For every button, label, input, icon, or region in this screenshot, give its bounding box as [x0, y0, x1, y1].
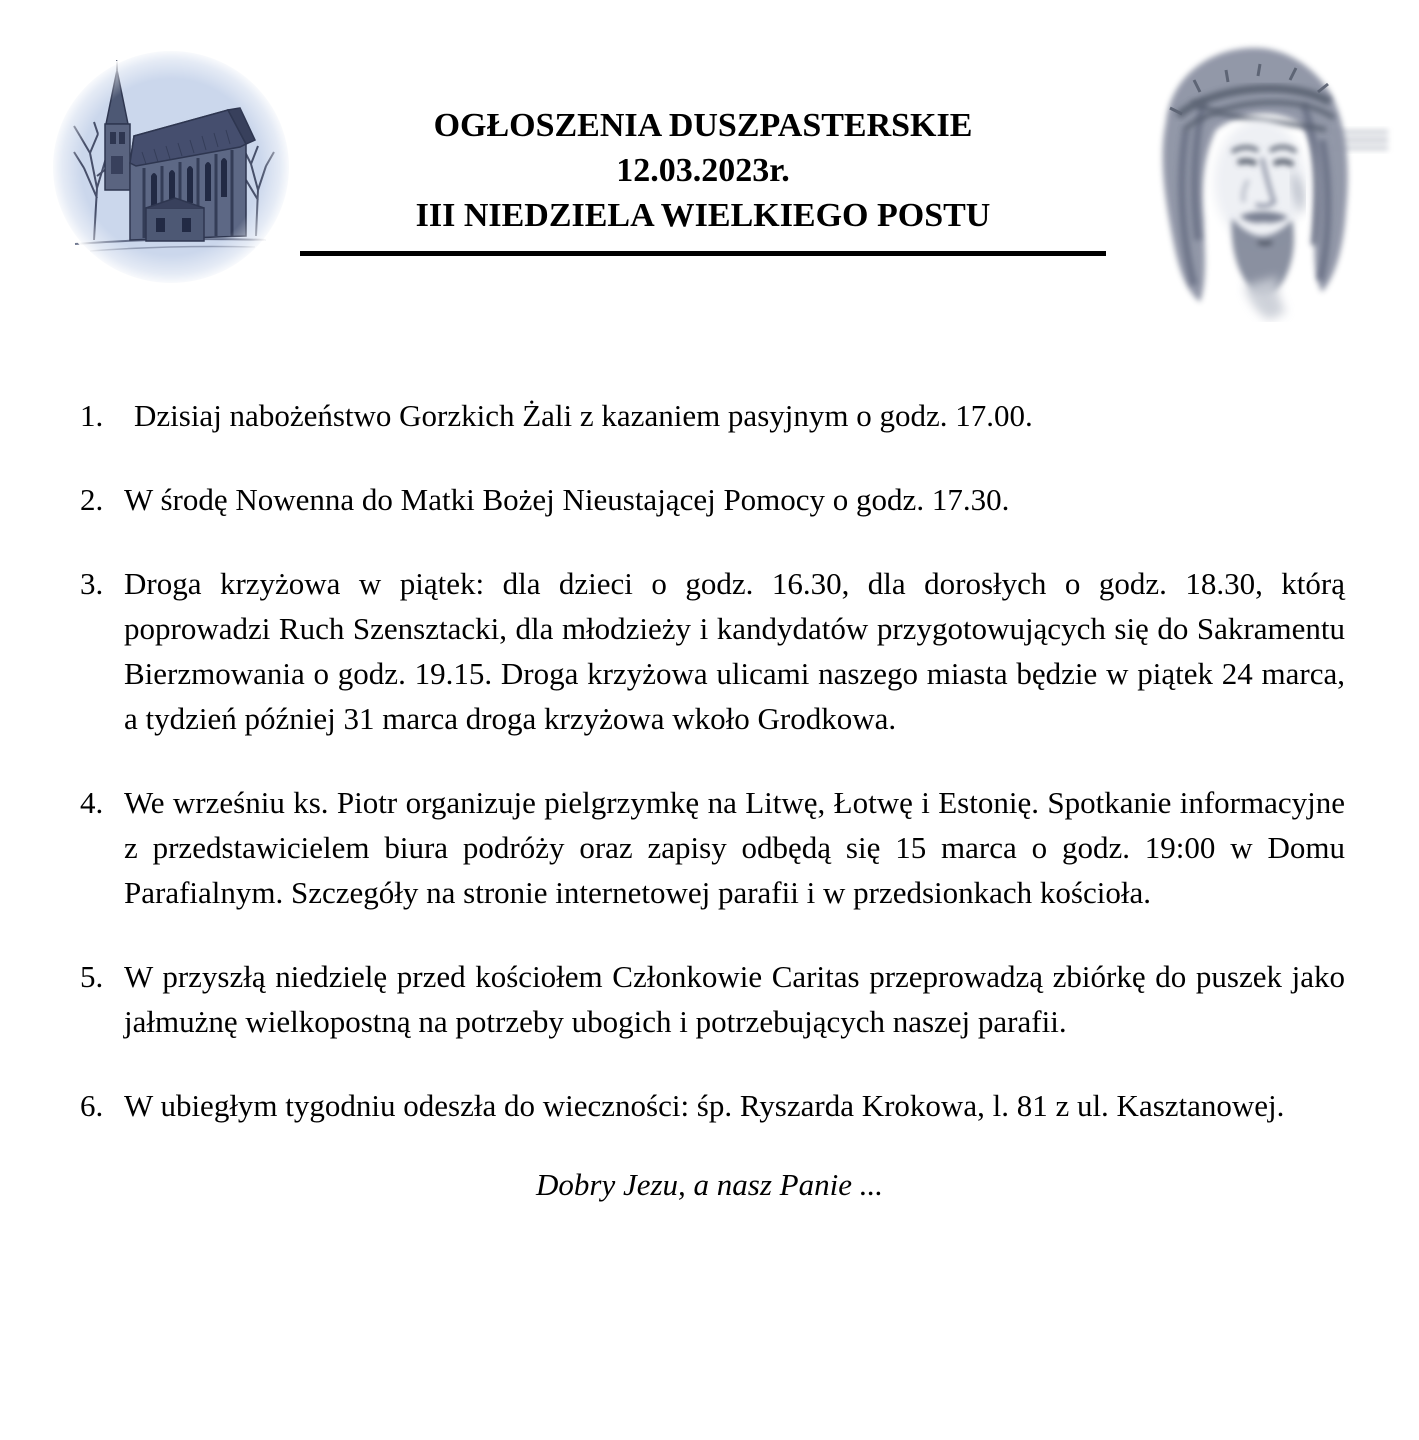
- announcement-number: 4.: [80, 785, 104, 820]
- title-line-1: OGŁOSZENIA DUSZPASTERSKIE: [433, 107, 973, 144]
- announcement-item-3: [78, 561, 1345, 741]
- title-line-2: 12.03.2023r.: [616, 152, 790, 189]
- page-header: [0, 0, 1419, 393]
- announcement-text: We wrześniu ks. Piotr organizuje pielgrzymkę na Litwę, Łotwę i Estonię. Spotkanie informacyjne z przedstawicielem biura podróży oraz zapisy odbędą się 15 marca o godz. 19:00 w Domu Parafialnym. Szczegóły na stronie internetowej parafii i w przedsionkach kościoła.: [124, 785, 1345, 910]
- announcement-text: W ubiegłym tygodniu odeszła do wieczności: śp. Ryszarda Krokowa, l. 81 z ul. Kasztanowej.: [124, 1088, 1285, 1123]
- announcement-item-5: [78, 954, 1345, 1044]
- closing-prayer-line: Dobry Jezu, a nasz Panie ...: [536, 1167, 883, 1202]
- announcements-list: [78, 393, 1345, 1128]
- jesus-engraving-image: [1108, 30, 1396, 322]
- announcement-text: Droga krzyżowa w piątek: dla dzieci o godz. 16.30, dla dorosłych o godz. 18.30, którą poprowadzi Ruch Szensztacki, dla młodzieży i kandydatów przygotowujących się do Sakramentu Bierzmowania o godz. 19.15. Droga krzyżowa ulicami naszego miasta będzie w piątek 24 marca, a tydzień później 31 marca droga krzyżowa wkoło Grodkowa.: [124, 566, 1345, 736]
- announcement-item-4: [78, 780, 1345, 915]
- announcement-item-1: [78, 393, 1345, 438]
- announcement-item-2: [78, 477, 1345, 522]
- announcement-number: 3.: [80, 566, 104, 601]
- announcement-number: 1.: [80, 398, 104, 433]
- announcement-text: W przyszłą niedzielę przed kościołem Członkowie Caritas przeprowadzą zbiórkę do puszek jako jałmużnę wielkopostną na potrzeby ubogich i potrzebujących naszej parafii.: [124, 959, 1345, 1039]
- church-engraving-image: [50, 48, 292, 286]
- announcement-number: 5.: [80, 959, 104, 994]
- announcement-text: W środę Nowenna do Matki Bożej Nieustającej Pomocy o godz. 17.30.: [124, 482, 1010, 517]
- announcement-number: 6.: [80, 1088, 104, 1123]
- announcement-number: 2.: [80, 482, 104, 517]
- document-title-block: [300, 103, 1106, 256]
- announcement-item-6: [78, 1083, 1345, 1128]
- announcement-text: Dzisiaj nabożeństwo Gorzkich Żali z kazaniem pasyjnym o godz. 17.00.: [134, 398, 1033, 433]
- title-line-3: III NIEDZIELA WIELKIEGO POSTU: [415, 197, 991, 234]
